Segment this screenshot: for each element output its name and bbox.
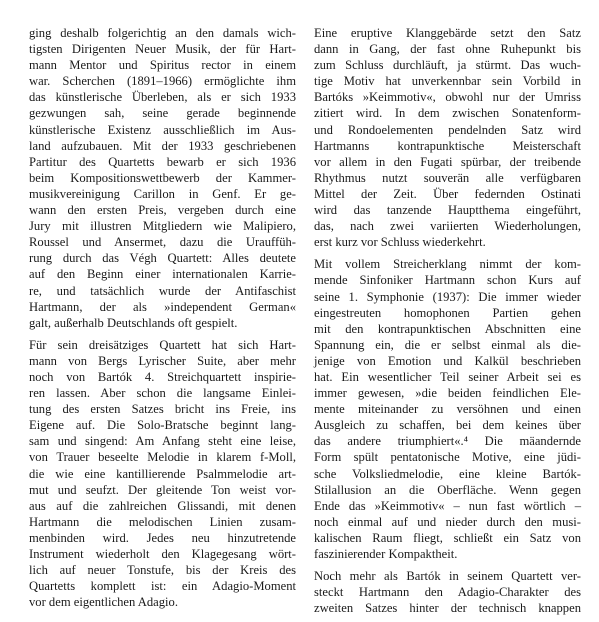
text-line: Bartóks »Keimmotiv«, obwohl nur der Umriss [314,90,581,105]
text-line: aus auf die zahlreichen Glissandi, mit denen [29,498,296,513]
text-line: Stilallusion an die Oberfläche. Wenn gegen [314,482,581,497]
text-line: Partitur des Quartetts bewarb er sich 1936 [29,154,296,169]
text-line: immer gewesen, »die beiden feindlichen Ele- [314,386,581,401]
text-line: das andere triumphiert«.⁴ Die mäandernde [314,434,581,449]
text-line: Hartmanns kontrapunktische Meisterschaft [314,138,581,153]
text-line: re, und tatsächlich wurde der Antifaschist [29,283,296,298]
text-line: noch einmal auf und nieder durch den musi- [314,514,581,529]
text-line: das, nach zwei variierten Wiederholungen, [314,219,581,234]
text-line: Eine eruptive Klanggebärde setzt den Satz [314,26,581,40]
text-line: Quartetts komplett ist: ein Adagio-Moment [29,579,296,594]
text-line: Mittel der Zeit. Über federnden Ostinati [314,186,581,201]
paragraph [314,25,581,250]
text-line: zweiten Satzes hinter der technisch knappen [314,601,581,616]
text-line: Rhythmus nutzt souverän alle verfügbaren [314,170,581,185]
text-line: hat. Ein wesentlicher Teil seiner Arbeit sei es [314,369,581,384]
text-line: mut und seufzt. Der gleitende Ton weist vor- [29,482,296,497]
text-line: die wie eine kantillierende Psalmmelodie art- [29,466,296,481]
text-line: mann von Bergs Lyrischer Suite, aber mehr [29,353,296,368]
text-line: ging deshalb folgerichtig an den damals wich- [29,26,296,40]
text-line: faszinierender Kompaktheit. [314,547,458,561]
text-line: sche Volksliedmelodie, eine kleine Bartók- [314,466,581,481]
text-line: ren lassen. Aber schon die langsame Einlei- [29,386,296,401]
text-line: mit den kontrapunktischen Abschnitten eine [314,321,581,336]
text-line: zitiert wird. In dem zwischen Sonatenform- [314,106,581,121]
text-line: musikvereinigung Carillon in Genf. Er ge- [29,186,296,201]
text-line: Hartmann, der als »independent German« [29,299,296,314]
text-line: noch von Bartók 4. Streichquartett inspirie- [29,369,296,384]
text-line: sam und singend: Am Anfang steht eine leise, [29,434,296,449]
text-column-right [314,25,581,622]
text-line: Form spült pentatonische Motive, eine jüdi- [314,450,581,465]
text-line: das künstlerische Überleben, als er sich 1933 [29,90,296,105]
text-line: tung des ersten Satzes bricht ins Freie, ins [29,402,296,417]
text-line: und Rondoelementen pendelnden Satz wird [314,122,581,137]
text-line: auf den Beginn einer internationalen Karrie- [29,267,296,282]
text-line: mente miteinander zu versöhnen und einen [314,402,581,417]
text-line: galt, außerhalb Deutschlands oft gespielt. [29,315,238,330]
text-line: eingestreuten homophonen Partien gehen [314,305,581,320]
text-line: vor allem in den Fugati spürbar, der treibende [314,154,581,169]
text-line: lich auf neuer Tonstufe, bis der Kreis des [29,563,296,578]
text-line: menbinden wird. Jedes neu hinzutretende [29,530,296,545]
text-line: zum Schluss durchläuft, ja stürmt. Das wuch- [314,58,581,73]
text-line: mende Sinfoniker Hartmann schon Kurs auf [314,273,581,288]
text-line: Jury mit illustren Mitgliedern wie Malipiero, [29,219,296,234]
text-line: gezwungen sah, seine gerade beginnende [29,106,296,121]
text-line: jenige von Emotion und Kalkül beschrieben [314,353,581,368]
text-line: steckt Hartmann den Adagio-Charakter des [314,585,581,600]
paragraph [29,337,296,611]
text-line: kalischen Raum fliegt, schließt ein Satz von [314,530,581,545]
text-line: Ende das »Keimmotiv« – nun fast wörtlich – [314,498,581,513]
text-line: Ausgleich zu schaffen, bei dem keines über [314,418,581,433]
paragraph [314,568,581,616]
text-line: wird das tanzende Hauptthema eingeführt, [314,203,581,218]
text-line: Instrument wiederholt den Klagegesang wört- [29,547,296,561]
text-line: rung durch das Végh Quartett: Alles deutete [29,251,296,266]
paragraph [29,25,296,331]
text-line: Spannung ein, die er selbst einmal als die- [314,337,581,352]
text-line: war. Scherchen (1891–1966) ermöglichte ihm [29,74,296,89]
text-line: beim Kompositionswettbewerb der Kammer- [29,170,296,185]
text-line: vor dem eigentlichen Adagio. [29,595,178,610]
text-line: land aufzubauen. Mit der 1933 geschriebenen [29,138,296,153]
text-line: mann Mentor und Spiritus rector in einem [29,58,296,73]
text-column-left [29,25,296,616]
text-line: Roussel und Ansermet, dazu die Urauffüh- [29,235,296,250]
text-line: Eigene auf. Die Solo-Bratsche beginnt lang- [29,418,296,433]
text-line: Noch mehr als Bartók in seinem Quartett ver- [314,569,581,584]
text-line: seine 1. Symphonie (1937): Die immer wieder [314,289,581,304]
text-line: erst kurz vor Schluss wiederkehrt. [314,235,486,250]
text-line: Für sein dreisätziges Quartett hat sich Hart- [29,337,296,352]
text-line: von Trauer beseelte Melodie in klarem f-Moll, [29,450,296,465]
paragraph [314,256,581,562]
text-line: künstlerische Existenz ausschließlich im Aus- [29,122,296,137]
text-line: tige Motiv hat unverkennbar sein Vorbild in [314,74,581,89]
text-line: Hartmann die melodischen Linien zusam- [29,514,296,529]
text-line: tigsten Dirigenten Neuer Musik, der für Hart- [29,42,296,57]
text-line: Mit vollem Streicherklang nimmt der kom- [314,257,581,272]
text-line: dann in Gang, der fast ohne Ruhepunkt bis [314,42,581,57]
text-line: wann den ersten Preis, vergeben durch eine [29,203,296,218]
